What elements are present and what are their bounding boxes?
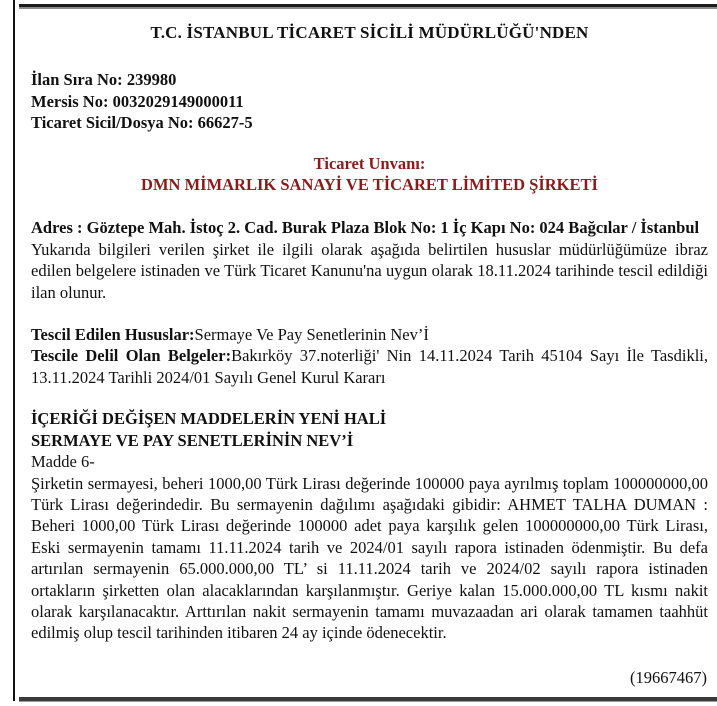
registered-matters-line <box>31 324 708 345</box>
evidence-documents-label: Tescile Delil Olan Belgeler: <box>31 346 232 366</box>
address-intro-block <box>31 217 708 303</box>
address-value: Göztepe Mah. İstoç 2. Cad. Burak Plaza Blok No: 1 İç Kapı No: 024 Bağcılar / İstanbul <box>86 218 700 238</box>
ilan-sira-no-value: 239980 <box>126 70 177 90</box>
ilan-sira-no-label: İlan Sıra No: <box>31 70 127 90</box>
amendment-heading-line2: SERMAYE VE PAY SENETLERİNİN NEV’İ <box>31 430 354 450</box>
intro-paragraph: Yukarıda bilgileri verilen şirket ile ilgili olarak aşağıda belirtilen hususlar müdürlüğümüze ibraz edilen belgelere istinaden ve Türk Ticaret Kanunu'na uygun olarak 18.11.2024 tarihinde tescil edildiği ilan olunur. <box>31 239 708 302</box>
evidence-documents-value: Bakırköy 37.noterliği' Nin 14.11.2024 Tarih 45104 Sayı İle Tasdikli, 13.11.2024 Tarihli 2024/01 Sayılı Genel Kurul Kararı <box>31 346 708 387</box>
bottom-border-rule <box>19 697 717 702</box>
registered-matters-label: Tescil Edilen Hususlar: <box>31 325 195 345</box>
trade-name-block <box>31 153 708 196</box>
company-trade-name: DMN MİMARLIK SANAYİ VE TİCARET LİMİTED ŞİRKETİ <box>141 175 598 195</box>
evidence-documents-line <box>31 345 708 388</box>
registration-meta-block <box>31 69 708 133</box>
announcement-content <box>31 9 708 688</box>
sicil-dosya-no-line <box>31 112 708 133</box>
sicil-dosya-no-value: 66627-5 <box>197 113 253 133</box>
registered-matters-block <box>31 324 708 388</box>
left-border-rule <box>13 0 15 701</box>
registry-office-title: T.C. İSTANBUL TİCARET SİCİLİ MÜDÜRLÜĞÜ'NDEN <box>150 23 589 42</box>
sicil-dosya-no-label: Ticaret Sicil/Dosya No: <box>31 113 198 133</box>
article-body-paragraph: Şirketin sermayesi, beheri 1000,00 Türk Lirası değerinde 100000 paya ayrılmış toplam 100000000,00 Türk Lirası değerindedir. Bu sermayenin dağılımı aşağıdaki gibidir: AHMET TALHA DUMAN : Beheri 1000,00 Türk Lirası değerinde 100000 adet paya karşılık gelen 100000000,00 Türk Lirası, Eski sermayenin tamamı 11.11.2024 tarih ve 2024/01 sayılı rapora istinaden ödenmiştir. Bu defa artırılan sermayenin 65.000.000,00 TL’ si 11.11.2024 tarih ve 2024/02 sayılı rapora istinaden ortakların şirketten olan alacaklarından karşılanmıştır. Geriye kalan 15.000.000,00 TL kısmı nakit olarak karşılanacaktır. Arttırılan nakit sermayenin tamamı muvazaadan ari olarak tamamen taahhüt edilmiş olup tescil tarihinden itibaren 24 ay içinde ödenecektir. <box>31 473 708 643</box>
announcement-doc-number: (19667467) <box>630 667 707 687</box>
top-border-rule <box>19 4 717 7</box>
registered-matters-value: Sermaye Ve Pay Senetlerinin Nev’İ <box>194 325 429 345</box>
address-line <box>31 217 708 238</box>
article-number-label: Madde 6- <box>31 452 95 472</box>
amendment-heading-line1: İÇERİĞİ DEĞİŞEN MADDELERİN YENİ HALİ <box>31 409 387 429</box>
mersis-no-label: Mersis No: <box>31 91 113 111</box>
mersis-no-line <box>31 91 708 112</box>
mersis-no-value: 0032029149000011 <box>112 91 244 111</box>
amendment-block <box>31 408 708 643</box>
address-label: Adres : <box>31 218 87 238</box>
ilan-sira-no-line <box>31 69 708 90</box>
trade-name-label: Ticaret Unvanı: <box>313 153 426 173</box>
